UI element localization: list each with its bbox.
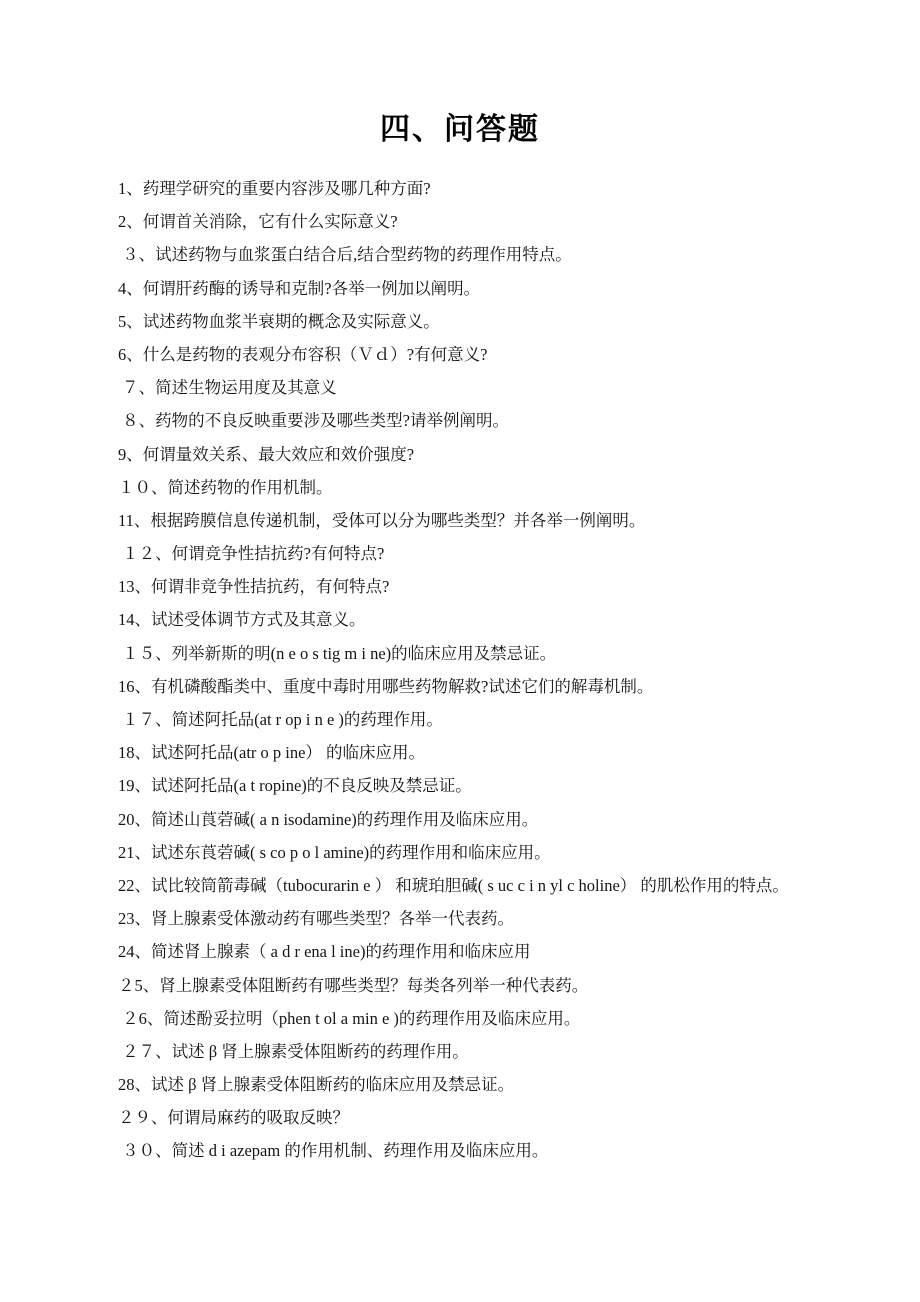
question-item-21: 21、试述东莨菪碱( s co p o l amine)的药理作用和临床应用。 [118,842,551,862]
question-item-19: 19、试述阿托品(a t ropine)的不良反映及禁忌证。 [118,776,472,796]
question-item-27: ２７、试述 β 肾上腺素受体阻断药的药理作用。 [118,1041,469,1061]
question-item-10: １０、简述药物的作用机制。 [118,477,333,497]
question-item-4: 4、何谓肝药酶的诱导和克制?各举一例加以阐明。 [118,278,481,298]
question-item-26: ２6、简述酚妥拉明（phen t ol a min e )的药理作用及临床应用。 [118,1008,581,1028]
question-item-25: ２5、肾上腺素受体阻断药有哪些类型？每类各列举一种代表药。 [118,975,589,995]
question-item-13: 13、何谓非竞争性拮抗药，有何特点? [118,577,390,597]
question-list [118,172,880,1168]
question-item-20: 20、简述山莨菪碱( a n isodamine)的药理作用及临床应用。 [118,809,539,829]
question-item-15: １５、列举新斯的明(n e o s tig m i ne)的临床应用及禁忌证。 [118,643,557,663]
question-item-9: 9、何谓量效关系、最大效应和效价强度? [118,444,415,464]
question-item-24: 24、简述肾上腺素（ a d r ena l ine)的药理作用和临床应用 [118,942,531,962]
question-item-16: 16、有机磷酸酯类中、重度中毒时用哪些药物解救?试述它们的解毒机制。 [118,676,654,696]
question-item-5: 5、试述药物血浆半衰期的概念及实际意义。 [118,311,440,331]
question-item-14: 14、试述受体调节方式及其意义。 [118,610,366,630]
page-title: 四、问答题 [380,112,540,147]
question-item-29: ２９、何谓局麻药的吸取反映？ [118,1108,349,1128]
question-item-11: 11、根据跨膜信息传递机制，受体可以分为哪些类型？并各举一例阐明。 [118,510,646,530]
question-item-6: 6、什么是药物的表观分布容积（Ｖｄ）?有何意义? [118,344,488,364]
question-item-22: 22、试比较筒箭毒碱（tubocurarin e ） 和琥珀胆碱( s uc c i n yl c holine） 的肌松作用的特点。 [118,875,789,895]
question-item-2: 2、何谓首关消除，它有什么实际意义? [118,212,398,232]
question-item-28: 28、试述 β 肾上腺素受体阻断药的临床应用及禁忌证。 [118,1075,515,1095]
question-item-18: 18、试述阿托品(atr o p ine） 的临床应用。 [118,743,426,763]
question-item-17: １７、简述阿托品(at r op i n e )的药理作用。 [118,710,443,729]
question-item-12: １２、何谓竞争性拮抗药?有何特点? [118,544,385,564]
question-item-8: ８、药物的不良反映重要涉及哪些类型?请举例阐明。 [118,411,509,431]
question-item-3: ３、试述药物与血浆蛋白结合后,结合型药物的药理作用特点。 [118,245,572,265]
question-item-1: 1、药理学研究的重要内容涉及哪几种方面? [118,179,431,198]
question-item-30: ３０、简述 d i azepam 的作用机制、药理作用及临床应用。 [118,1141,549,1161]
question-item-7: ７、简述生物运用度及其意义 [118,378,337,398]
question-item-23: 23、肾上腺素受体激动药有哪些类型？各举一代表药。 [118,909,514,929]
